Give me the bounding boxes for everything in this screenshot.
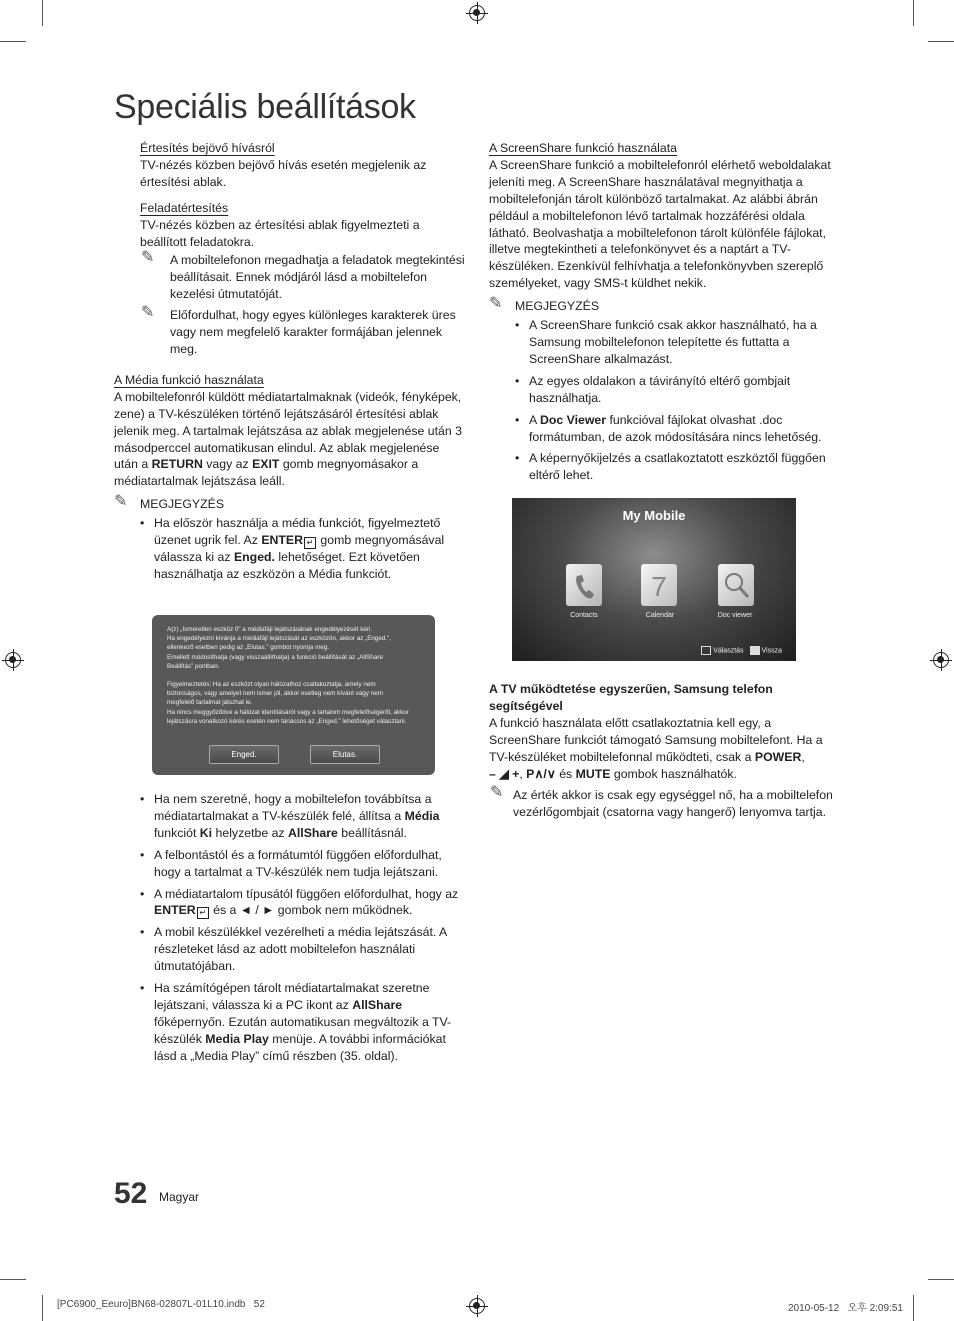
crop-mark [913,0,914,26]
task-note-1: ✎ A mobiltelefonon megadhatja a feladatok megtekintési beállításait. Ennek módjáról lásd a mobiltelefon kezelési útmutatóját. [141,249,465,302]
tv-control-text: A funkció használata előtt csatlakoztatnia kell egy, a ScreenShare funkciót támogató Samsung mobiltelefont. Ha a TV-készüléket mobiltelefonnal működteti, csak a POWER, – ◢ +, P∧/∨ és MUTE gombok használhatók. [489,715,823,781]
incoming-call-heading: Értesítés bejövő hívásról [140,141,275,155]
enter-key-icon [701,646,711,655]
note-pencil-icon: ✎ [141,249,155,267]
dialog-line: biztonságos, vagy amelyet nem ismer jól, akkor esetleg nem kívánt vagy nem [167,690,383,698]
dialog-line: Ha engedélyezni kívánja a médiafájl lejátszását az eszközön, akkor az „Enged.”, [167,635,392,643]
doc-viewer-label: Doc viewer [717,612,753,619]
registration-mark-icon [469,5,485,21]
crop-mark [42,0,43,26]
dialog-message [167,625,421,671]
left-column [114,140,466,588]
contacts-label: Contacts [570,612,598,619]
footer-file: [PC6900_Eeuro]BN68-02807L-01L10.indb 52 [57,1299,265,1310]
list-item: • A Doc Viewer funkcióval fájlokat olvashat .doc formátumban, de azok módosítására nincs lehetőség. [489,412,839,446]
list-item: • A ScreenShare funkció csak akkor használható, ha a Samsung mobiltelefonon telepítette és futtatta a ScreenShare alkalmazást. [489,317,839,368]
calendar-label: Calendar [645,612,675,619]
dialog-line: Figyelmeztetés: Ha az eszközt olyan hálózathoz csatlakoztatja, amely nem [167,681,376,689]
list-item: • A képernyőkijelzés a csatlakoztatott eszköztől függően eltérő lehet. [489,450,839,484]
tv-control-note: ✎ Az érték akkor is csak egy egységgel nő, ha a mobiltelefon vezérlőgombjait (csatorna vagy hangerő) lenyomva tartja. [490,784,833,820]
task-alert-heading: Feladatértesítés [140,200,229,215]
tv-control-heading: A TV működtetése egyszerűen, Samsung telefon segítségével [489,682,773,713]
right-column-continued [489,681,839,821]
enter-icon: ↵ [197,907,209,919]
dialog-line: Ha nincs meggyőződve a hálózat identitásáról vagy a tartalom megfelelőségéről, akkor [167,708,409,716]
crop-mark [913,1295,914,1321]
registration-mark-icon [469,1298,485,1314]
my-mobile-screen [512,498,796,661]
doc-viewer-icon[interactable] [718,564,754,606]
return-key-icon [750,646,760,655]
footer-timestamp: 2010-05-12 오후 2:09:51 [788,1303,903,1314]
page-language: Magyar [159,1190,200,1204]
list-item: • A médiatartalom típusától függően előfordulhat, hogy az ENTER ↵ és a ◄ / ► gombok nem működnek. [114,886,466,920]
screenshare-heading: A ScreenShare funkció használata [489,141,677,155]
incoming-call-text: TV-nézés közben bejövő hívás esetén megjelenik az értesítési ablak. [140,157,427,189]
crop-mark [928,41,954,42]
note-pencil-icon: ✎ [489,295,503,313]
media-note-list [114,515,466,583]
task-alert-text: TV-nézés közben az értesítési ablak figyelmezteti a beállított feladatokra. [140,217,420,249]
list-item: • Az egyes oldalakon a távirányító eltérő gombjait használhatja. [489,373,839,407]
media-note-header: ✎ MEGJEGYZÉS [114,493,225,512]
dialog-line: lejátszásra vonatkozó kérés esetén nem tanácsos az „Enged.” lehetőséget választani. [167,717,407,725]
media-heading: A Média funkció használata [114,372,264,387]
incoming-call-section [114,140,466,358]
left-column-continued [114,789,466,1070]
note-pencil-icon: ✎ [490,784,504,802]
screenshare-note-list [489,317,839,484]
dialog-line: Beállítás” pontban. [167,662,220,670]
screenshare-text: A ScreenShare funkció a mobiltelefonról elérhető weboldalakat jeleníti meg. A ScreenShare használatával megnyithatja a mobiltelefonján tárolt különböző tartalmakat. Az alábbi ábrán például a mobiltelefonon lévő tartalmak hozzáférési oldala látható. Beolvashatja a mobiltelefonon tárolt különféle fájlokat, illetve megtekintheti a telefonkönyvet és a naptárt a TV-készüléken. Ezenkívül felhívhatja a telefonkönyvben szereplő személyeket, vagy SMS-t küldhet nekik. [489,157,831,291]
crop-mark [0,1279,26,1280]
contacts-icon[interactable] [566,564,602,606]
crop-mark [928,1279,954,1280]
my-mobile-footer: Választás Vissza [701,646,782,655]
note-pencil-icon: ✎ [141,304,155,322]
registration-mark-icon [5,652,21,668]
page-number: 52 [114,1177,148,1210]
deny-button[interactable]: Elutas. [310,745,380,764]
right-column [489,140,839,489]
media-permission-dialog [152,615,435,775]
crop-mark [0,41,26,42]
registration-mark-icon [933,652,949,668]
dialog-warning [167,680,421,726]
dialog-line: Emellett módosíthatja (vagy visszaállíthatja) a funkció beállítását az „AllShare [167,653,383,661]
dialog-line: ellenkező esetben pedig az „Elutas.” gombot nyomja meg. [167,644,330,652]
note-pencil-icon: ✎ [114,493,128,511]
calendar-number: 7 [651,571,667,602]
allow-button[interactable]: Enged. [209,745,279,764]
list-item: • A felbontástól és a formátumtól függően előfordulhat, hogy a tartalmat a TV-készülék nem tudja lejátszani. [114,847,466,881]
list-item: • Ha számítógépen tárolt médiatartalmakat szeretne lejátszani, válassza ki a PC ikont az AllShare főképernyőn. Ezután automatikusan megváltozik a TV-készülék Media Play menüje. A további információkat lásd a „Media Play” című részben (35. oldal). [114,980,466,1065]
enter-icon: ↵ [304,537,316,549]
task-note-2: ✎ Előfordulhat, hogy egyes különleges karakterek üres vagy nem megfelelő karakter formájában jelennek meg. [141,304,456,356]
dialog-line: megfelelő tartalmat játszhat le. [167,699,253,707]
media-text: A mobiltelefonról küldött médiatartalmaknak (videók, fényképek, zene) a TV-készüléken történő lejátszásáról értesítési ablak jelenik meg. A tartalmak lejátszása az ablak megjelenése után 3 másodperccel automatikusan elindul. Az ablak megjelenése után a RETURN vagy az EXIT gomb megnyomásakor a médiatartalmak lejátszása leáll. [114,389,462,489]
list-item: • Ha először használja a média funkciót, figyelmeztető üzenet ugrik fel. Az ENTER ↵ gomb megnyomásával válassza ki az Enged. lehetőséget. Ezt követően használhatja az eszközön a Média funkciót. [114,515,466,583]
calendar-icon[interactable] [641,564,677,606]
page-title: Speciális beállítások [114,88,416,126]
list-item: • Ha nem szeretné, hogy a mobiltelefon továbbítsa a médiatartalmakat a TV-készülék felé, állítsa a Média funkciót Ki helyzetbe az AllShare beállításnál. [114,791,466,842]
crop-mark [42,1295,43,1321]
dialog-line: A(z) „Ismeretlen eszköz 0” a médiafájl lejátszásának engedélyezését kéri. [167,626,373,633]
screenshare-note-header: ✎ MEGJEGYZÉS [489,295,600,314]
my-mobile-title: My Mobile [622,508,686,523]
list-item: • A mobil készülékkel vezérelheti a média lejátszását. A részleteket lásd az adott mobiltelefon használati útmutatójában. [114,924,466,975]
media-note-list-2 [114,791,466,1065]
